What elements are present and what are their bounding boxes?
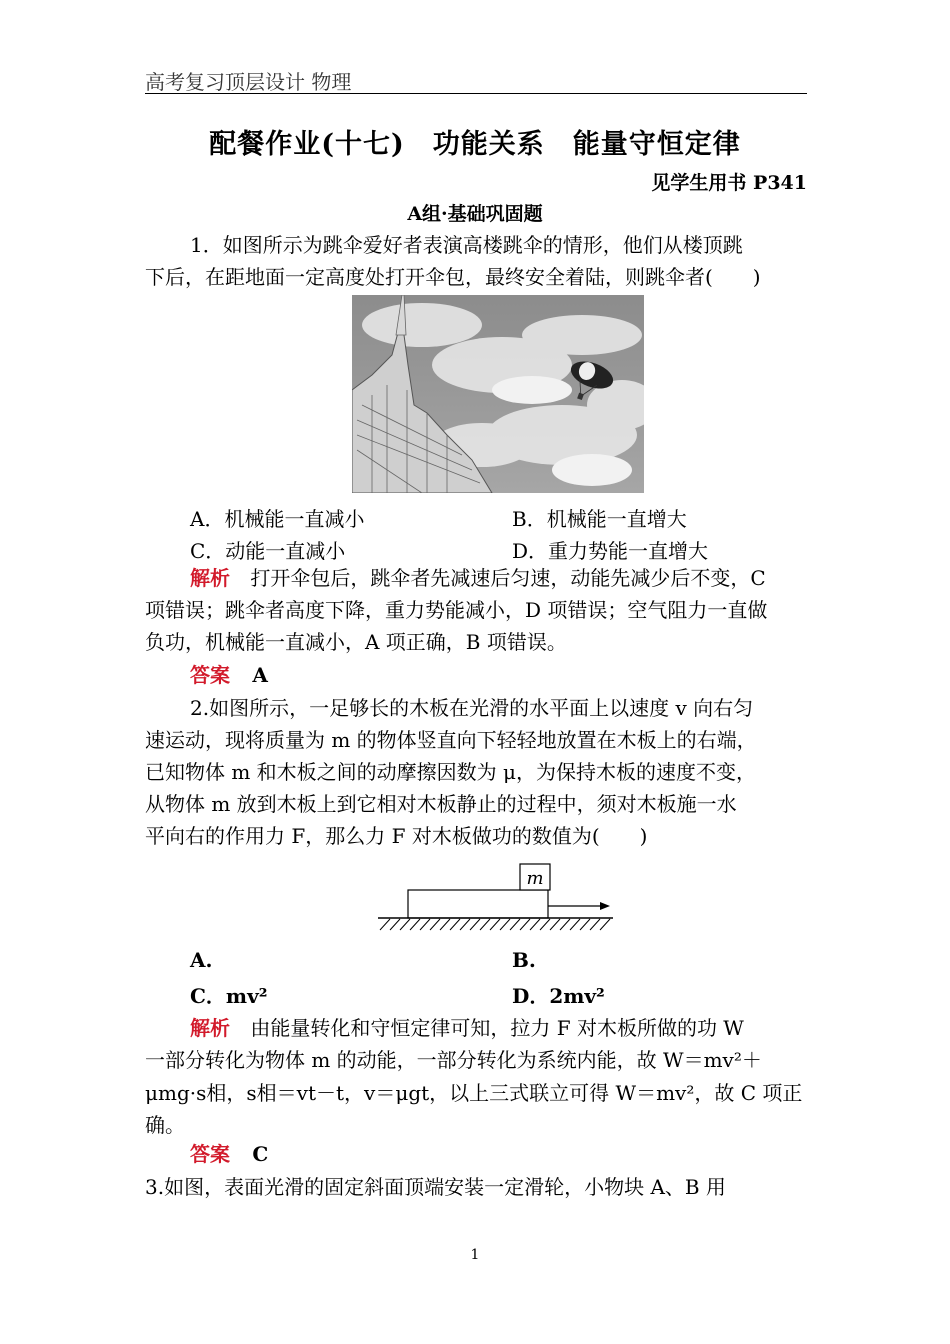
q2-option-c: C．mv² [190,984,268,1008]
q2-analysis-line-4: 确。 [145,1113,185,1137]
analysis-text: 打开伞包后，跳伞者先减速后匀速，动能先减少后不变，C [250,566,766,590]
page-number: 1 [470,1247,480,1263]
q2-stem-line-1: 2.如图所示，一足够长的木板在光滑的水平面上以速度 v 向右匀 [190,696,754,720]
q1-option-c: C．动能一直减小 [190,539,346,563]
q2-analysis-line-2: 一部分转化为物体 m 的动能，一部分转化为系统内能，故 W＝mv²＋ [145,1048,762,1072]
answer-label: 答案 [190,663,230,687]
q2-stem-line-3: 已知物体 m 和木板之间的动摩擦因数为 μ，为保持木板的速度不变， [145,760,757,784]
q2-answer [190,1138,268,1170]
q3-stem-line-1: 3.如图，表面光滑的固定斜面顶端安装一定滑轮，小物块 A、B 用 [145,1175,726,1199]
analysis-label: 解析 [190,566,230,590]
running-header: 高考复习顶层设计 物理 [145,70,352,94]
q2-stem-line-4: 从物体 m 放到木板上到它相对木板静止的过程中，须对木板施一水 [145,792,737,816]
answer-value: A [252,663,268,687]
q1-analysis-line-3: 负功，机械能一直减小，A 项正确，B 项错误。 [145,630,567,654]
board-block-diagram [378,862,613,934]
q2-analysis-line-3: μmg·s相，s相＝vt－t，v＝μgt，以上三式联立可得 W＝mv²，故 C 项正 [145,1081,803,1105]
analysis-text: 由能量转化和守恒定律可知，拉力 F 对木板所做的功 W [250,1016,744,1040]
section-heading: A组·基础巩固题 [407,203,543,225]
q1-option-d: D．重力势能一直增大 [512,539,709,563]
q2-stem-line-2: 速运动，现将质量为 m 的物体竖直向下轻轻地放置在木板上的右端， [145,728,757,752]
q2-option-a: A. [190,948,213,972]
skydiver-photo [352,295,644,493]
page-title: 配餐作业(十七) 功能关系 能量守恒定律 [209,129,741,160]
header-divider [145,93,807,94]
q1-option-b: B．机械能一直增大 [512,507,687,531]
q2-stem-line-5: 平向右的作用力 F，那么力 F 对木板做功的数值为( ) [145,824,648,848]
q1-stem-line-2: 下后，在距地面一定高度处打开伞包，最终安全着陆，则跳伞者( ) [145,265,761,289]
q2-option-d: D．2mv² [512,984,605,1008]
answer-label: 答案 [190,1142,230,1166]
q1-stem-line-1: 1．如图所示为跳伞爱好者表演高楼跳伞的情形，他们从楼顶跳 [190,233,743,257]
book-reference: 见学生用书 P341 [651,172,807,194]
q1-option-a: A．机械能一直减小 [190,507,365,531]
analysis-label: 解析 [190,1016,230,1040]
q1-analysis-line-1 [190,562,766,594]
q1-answer [190,659,268,691]
q2-analysis-line-1 [190,1012,744,1044]
answer-value: C [252,1142,269,1166]
q1-analysis-line-2: 项错误；跳伞者高度下降，重力势能减小，D 项错误；空气阻力一直做 [145,598,768,622]
mass-label: m [526,868,544,889]
q2-option-b: B. [512,948,536,972]
